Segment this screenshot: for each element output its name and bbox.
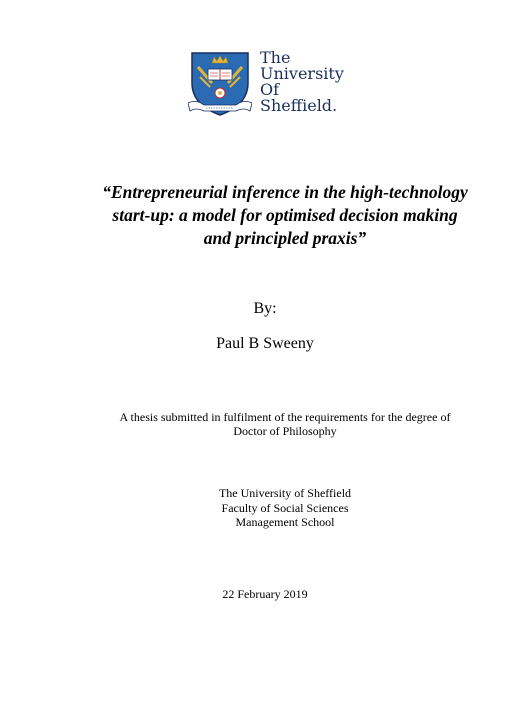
wordmark-line: University <box>260 64 344 83</box>
title-line: “Entrepreneurial inference in the high-technology <box>102 182 468 202</box>
title-line: and principled praxis” <box>203 228 367 248</box>
title-line: start-up: a model for optimised decision making <box>112 205 458 225</box>
institution-line: The University of Sheffield <box>218 486 352 500</box>
institution-line: Faculty of Social Sciences <box>221 500 349 515</box>
wordmark-line: Sheffield. <box>260 96 338 115</box>
institution-line: Management School <box>235 515 335 529</box>
wordmark-line: Of <box>260 80 280 99</box>
by-label: By: <box>253 300 277 317</box>
thesis-title <box>60 181 510 250</box>
thesis-line: A thesis submitted in fulfilment of the requirements for the degree of <box>119 410 451 424</box>
thesis-line: Doctor of Philosophy <box>233 424 337 438</box>
institution-block <box>60 486 510 530</box>
university-logo <box>188 44 348 128</box>
university-wordmark <box>260 50 344 114</box>
thesis-statement <box>60 410 510 438</box>
author-name: Paul B Sweeny <box>216 335 314 352</box>
submission-date: 22 February 2019 <box>222 587 308 601</box>
university-crest-icon <box>188 49 252 121</box>
wordmark-line: The <box>260 48 291 67</box>
